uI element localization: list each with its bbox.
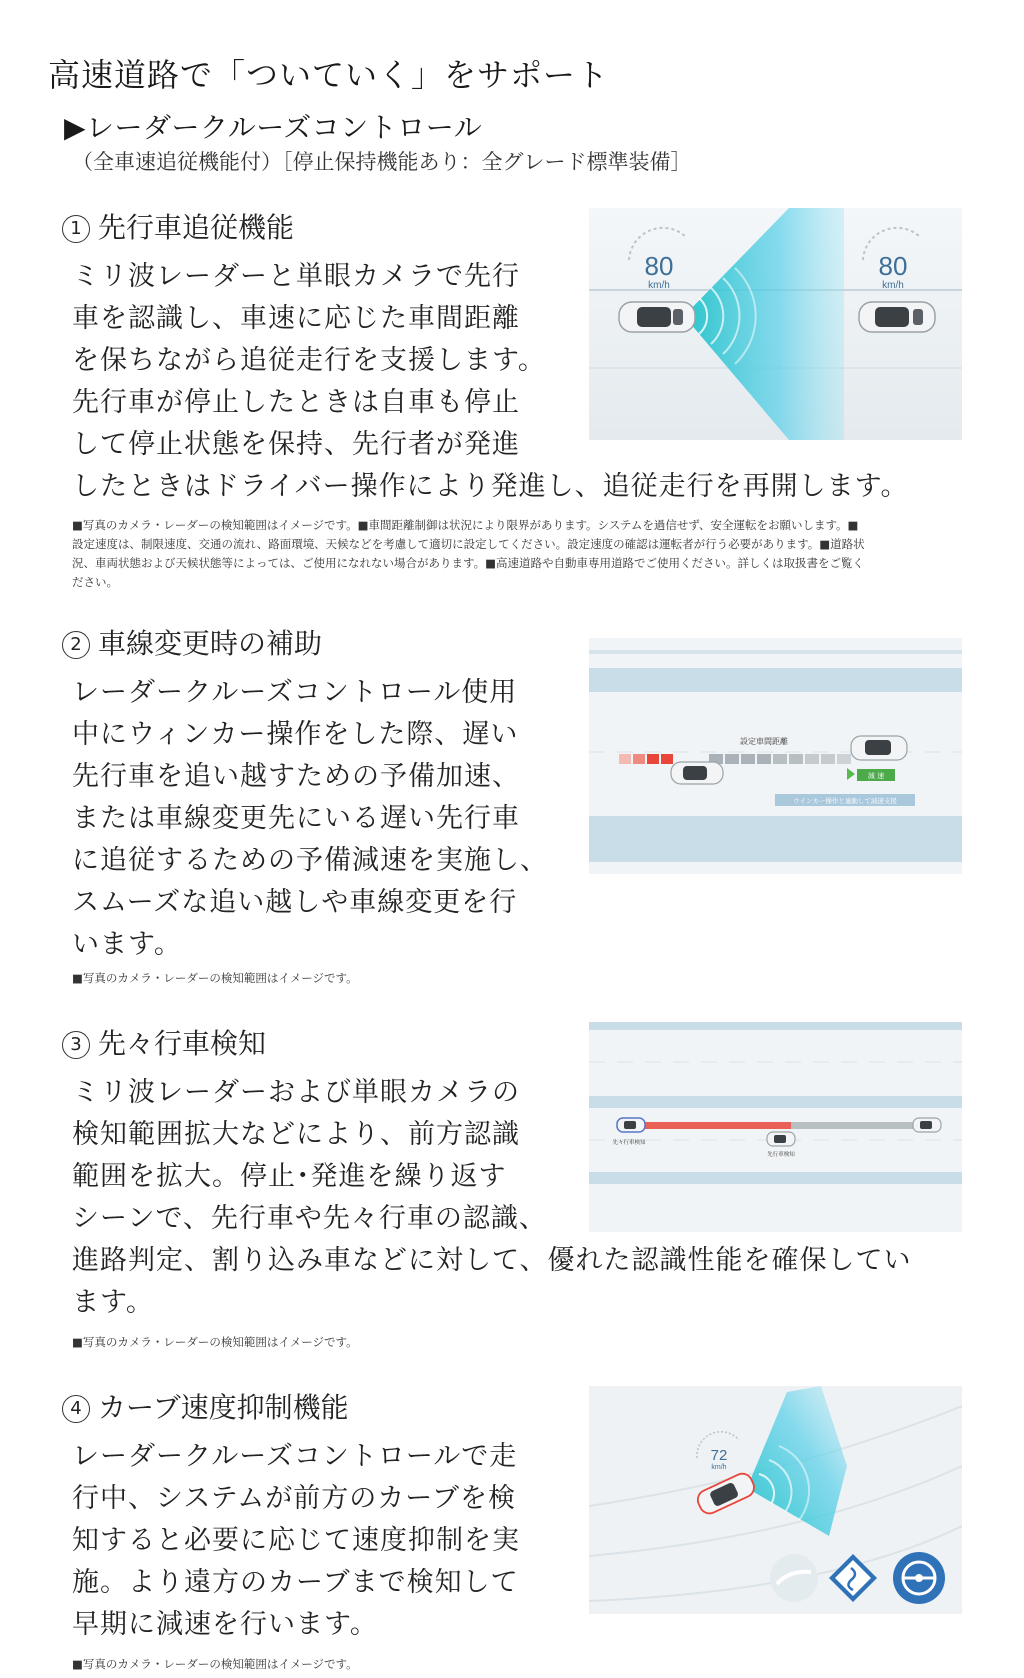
- body-line: レーダークルーズコントロール使用: [72, 677, 518, 708]
- ego-car-icon: [617, 1118, 645, 1132]
- section-heading-text: 先々行車検知: [98, 1027, 267, 1060]
- section-2-body: [72, 672, 548, 966]
- section-number: 3: [62, 1031, 90, 1059]
- body-line: スムーズな追い越しや車線変更を行: [72, 887, 518, 918]
- unit-label: km/h: [882, 280, 904, 291]
- illus-curve-speed: [589, 1386, 962, 1614]
- gap-label: 設定車間距離: [740, 737, 788, 746]
- disclaimer-line: 設定速度は、制限速度、交通の流れ、路面環境、天候などを考慮して適切に設定してください。設定速度の確認は運転者が行う必要があります。■道路状: [72, 537, 865, 551]
- section-number: 1: [62, 215, 90, 243]
- feature-note: （全車速追従機能付）［停止保持機能あり：全グレード標準装備］: [72, 150, 692, 174]
- illus-lane-change: [589, 638, 962, 874]
- body-line: 先行車が停止したときは自車も停止: [72, 387, 520, 418]
- section-2-heading: [62, 622, 322, 662]
- unit-label: km/h: [648, 280, 670, 291]
- body-line: 知すると必要に応じて速度抑制を実: [72, 1525, 520, 1556]
- section-3-disclaimer: [72, 1333, 952, 1352]
- speed-right-label: 80: [878, 251, 908, 281]
- body-line: 検知範囲拡大などにより、前方認識: [72, 1119, 520, 1150]
- body-line: して停止状態を保持、先行者が発進: [72, 429, 520, 460]
- feature-title: ▶レーダークルーズコントロール: [64, 111, 483, 144]
- lead-car-icon: [851, 736, 907, 760]
- section-2-disclaimer: [72, 969, 952, 988]
- body-line: シーンで、先行車や先々行車の認識、: [72, 1203, 547, 1234]
- section-heading-text: 車線変更時の補助: [98, 627, 323, 660]
- body-line: レーダークルーズコントロールで走: [72, 1441, 518, 1472]
- section-3-heading: [62, 1022, 266, 1062]
- notice-label: ウインカー操作と連動して減速支援: [793, 797, 897, 805]
- disclaimer-line: ださい。: [72, 575, 118, 589]
- speed-left-label: 80: [644, 251, 674, 281]
- body-line: 施。より遠方のカーブまで検知して: [72, 1567, 519, 1598]
- lead-car-icon: [859, 302, 935, 332]
- section-1-heading: [62, 206, 294, 246]
- slip-car-icon: [770, 1554, 818, 1602]
- body-line: ミリ波レーダーおよび単眼カメラの: [72, 1077, 520, 1108]
- pre-lead-detect-label: 先々行車検知: [612, 1140, 646, 1146]
- body-line: 範囲を拡大。停止･発進を繰り返す: [72, 1161, 507, 1192]
- body-line: を保ちながら追従走行を支援します。: [72, 345, 546, 376]
- body-line: ます。: [72, 1287, 154, 1318]
- section-4-disclaimer: [72, 1655, 952, 1674]
- section-heading-text: 先行車追従機能: [98, 211, 295, 244]
- body-line: います。: [72, 929, 182, 960]
- illus-follow-function: [589, 208, 962, 440]
- body-line: 中にウィンカー操作をした際、遅い: [72, 719, 519, 750]
- lead-detect-label: 先行車検知: [767, 1152, 795, 1158]
- section-number: 2: [62, 631, 90, 659]
- gap-bar: [619, 754, 851, 764]
- illus-pre-preceding-detection: [589, 1022, 962, 1232]
- section-4-heading: [62, 1386, 349, 1426]
- unit-label: km/h: [711, 1464, 727, 1471]
- disclaimer-line: ■写真のカメラ・レーダーの検知範囲はイメージです。: [72, 971, 358, 985]
- section-1-disclaimer: [72, 516, 952, 592]
- ego-car-icon: [619, 302, 695, 332]
- body-line: または車線変更先にいる遅い先行車: [72, 803, 520, 834]
- section-number: 4: [62, 1395, 90, 1423]
- speed-label: 72: [710, 1447, 728, 1464]
- body-line: 車を認識し、車速に応じた車間距離: [72, 303, 520, 334]
- body-line: 行中、システムが前方のカーブを検: [72, 1483, 516, 1514]
- body-line: ミリ波レーダーと単眼カメラで先行: [72, 261, 520, 292]
- disclaimer-line: ■写真のカメラ・レーダーの検知範囲はイメージです。: [72, 1335, 358, 1349]
- pre-lead-car-icon: [913, 1118, 941, 1132]
- body-line: したときはドライバー操作により発進し、追従走行を再開します。: [72, 471, 909, 502]
- disclaimer-line: 況、車両状態および天候状態等によっては、ご使用になれない場合があります。■高速道路や自動車専用道路でご使用ください。詳しくは取扱書をご覧く: [72, 556, 864, 570]
- decel-label: 減 速: [867, 772, 885, 780]
- body-line: 進路判定、割り込み車などに対して、優れた認識性能を確保してい: [72, 1245, 912, 1276]
- body-line: 先行車を追い越すための予備加速、: [72, 761, 520, 792]
- disclaimer-line: ■写真のカメラ・レーダーの検知範囲はイメージです。■車間距離制御は状況により限界があります。システムを過信せず、安全運転をお願いします。■: [72, 518, 859, 532]
- body-line: 早期に減速を行います。: [72, 1609, 378, 1640]
- ego-car-icon: [671, 762, 723, 784]
- body-line: に追従するための予備減速を実施し、: [72, 845, 548, 876]
- lead-car-icon: [767, 1132, 795, 1146]
- disclaimer-line: ■写真のカメラ・レーダーの検知範囲はイメージです。: [72, 1657, 358, 1671]
- steering-assist-icon: [893, 1552, 945, 1604]
- section-4-body: [72, 1436, 520, 1646]
- page-title: 高速道路で「ついていく」をサポート: [48, 56, 610, 94]
- section-heading-text: カーブ速度抑制機能: [98, 1391, 349, 1424]
